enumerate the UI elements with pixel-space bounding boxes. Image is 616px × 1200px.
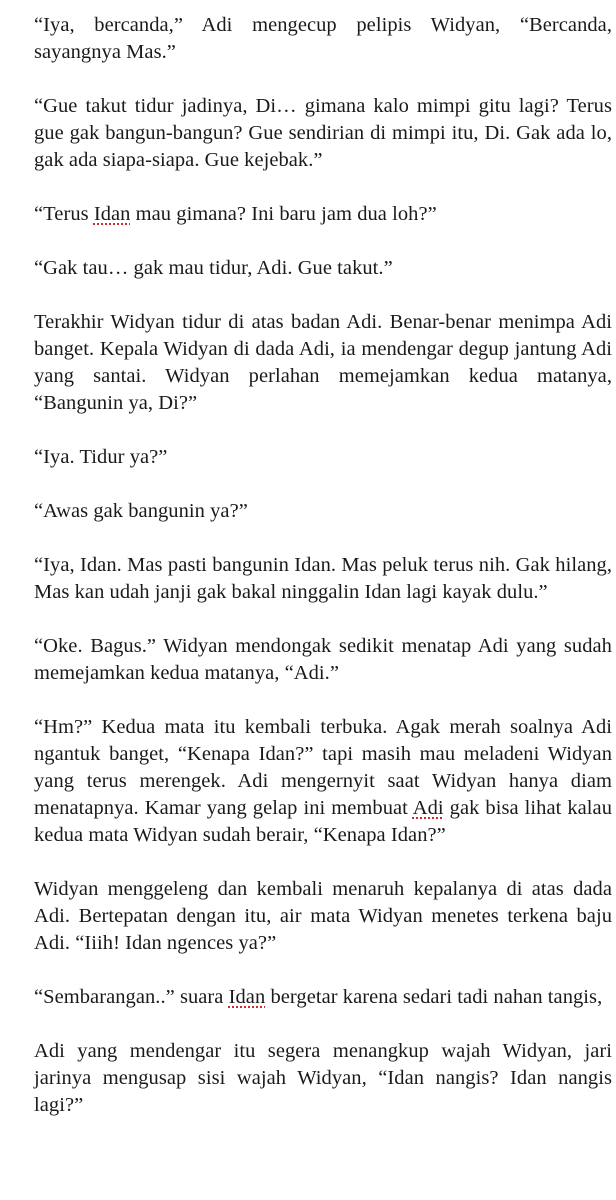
text-run: gak bisa lihat kalau kedua mata Widyan sudah berair, “Kenapa Idan?” (34, 797, 612, 846)
paragraph-9 (34, 633, 612, 687)
paragraph-2 (34, 93, 612, 174)
text-run: Adi yang mendengar itu segera menangkup wajah Widyan, jari jarinya mengusap sisi wajah Widyan, “Idan nangis? Idan nangis lagi?” (34, 1040, 612, 1116)
document-page (34, 12, 612, 1146)
paragraph-10 (34, 714, 612, 849)
text-run: “Terus (34, 203, 94, 225)
text-run: “Iya, Idan. Mas pasti bangunin Idan. Mas peluk terus nih. Gak hilang, Mas kan udah janji gak bakal ninggalin Idan lagi kayak dulu.” (34, 554, 612, 603)
paragraph-1 (34, 12, 612, 66)
text-run: “Iya, bercanda,” Adi mengecup pelipis Widyan, “Bercanda, sayangnya Mas.” (34, 14, 612, 63)
spellcheck-flagged-word[interactable]: Idan (93, 203, 131, 225)
text-run: Terakhir Widyan tidur di atas badan Adi. Benar-benar menimpa Adi banget. Kepala Widyan di dada Adi, ia mendengar degup jantung Adi yang santai. Widyan perlahan memejamkan kedua matanya, “Bangunin ya, Di?” (34, 311, 612, 414)
text-run: mau gimana? Ini baru jam dua loh?” (130, 203, 437, 225)
text-run: “Sembarangan..” suara (34, 986, 229, 1008)
spellcheck-flagged-word[interactable]: Idan (228, 986, 266, 1008)
spellcheck-flagged-word[interactable]: Adi (412, 797, 444, 819)
paragraph-13 (34, 1038, 612, 1119)
text-run: “Iya. Tidur ya?” (34, 446, 168, 468)
paragraph-4 (34, 255, 612, 282)
text-run: “Oke. Bagus.” Widyan mendongak sedikit menatap Adi yang sudah memejamkan kedua matanya, “Adi.” (34, 635, 612, 684)
paragraph-5 (34, 309, 612, 417)
text-run: “Hm?” Kedua mata itu kembali terbuka. Agak merah soalnya Adi ngantuk banget, “Kenapa Idan?” tapi masih mau meladeni Widyan yang terus merengek. Adi mengernyit saat Widyan hanya diam menatapnya. Kamar yang gelap ini membuat (34, 716, 612, 819)
text-run: Widyan menggeleng dan kembali menaruh kepalanya di atas dada Adi. Bertepatan dengan itu, air mata Widyan menetes terkena baju Adi. “Iiih! Idan ngences ya?” (34, 878, 612, 954)
paragraph-8 (34, 552, 612, 606)
text-run: “Gak tau… gak mau tidur, Adi. Gue takut.” (34, 257, 393, 279)
paragraph-11 (34, 876, 612, 957)
text-run: “Gue takut tidur jadinya, Di… gimana kalo mimpi gitu lagi? Terus gue gak bangun-bangun? Gue sendirian di mimpi itu, Di. Gak ada lo, gak ada siapa-siapa. Gue kejebak.” (34, 95, 612, 171)
text-run: bergetar karena sedari tadi nahan tangis, (265, 986, 603, 1008)
paragraph-6 (34, 444, 612, 471)
paragraph-3 (34, 201, 612, 228)
paragraph-7 (34, 498, 612, 525)
text-run: “Awas gak bangunin ya?” (34, 500, 248, 522)
paragraph-12 (34, 984, 612, 1011)
